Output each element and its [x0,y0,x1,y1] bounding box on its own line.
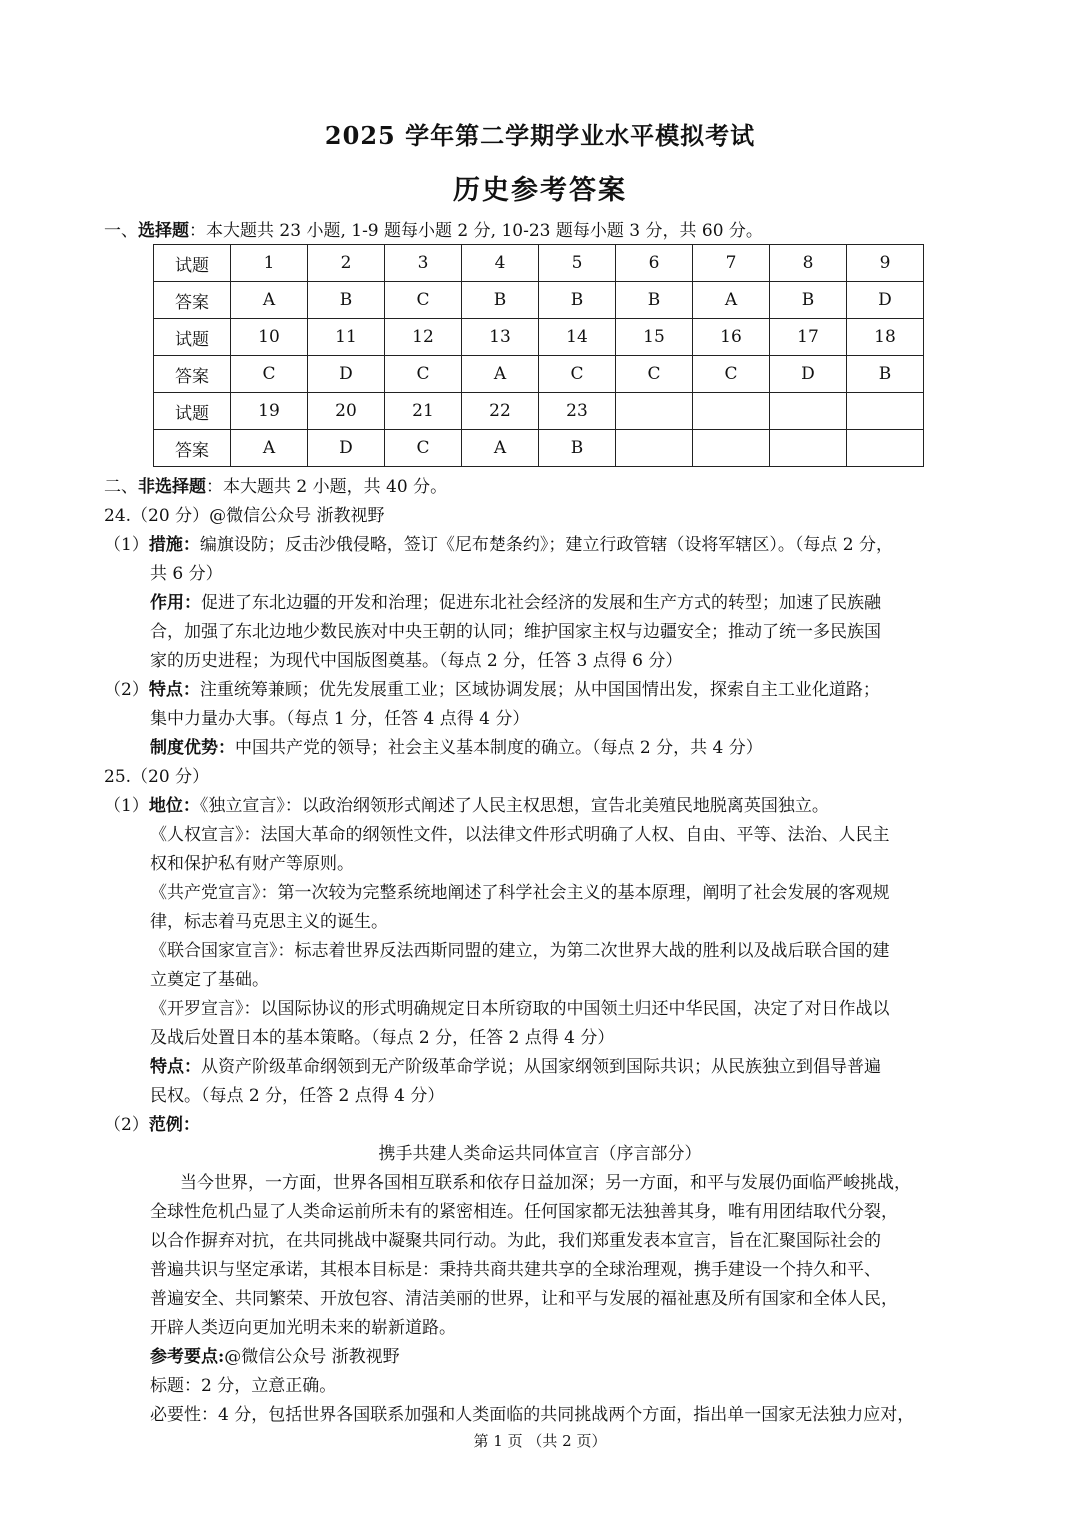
essay-line-2: 全球性危机凸显了人类命运前所未有的紧密相连。任何国家都无法独善其身，唯有用团结取代分裂， [150,1202,898,1222]
q24-part2-features [104,676,880,704]
table-cell: D [847,282,924,319]
table-cell: C [231,356,308,393]
q24-part2-num: （2） [104,680,149,700]
table-row-header: 答案 [154,356,231,393]
q25-part1-features [150,1053,881,1081]
table-cell: 12 [385,319,462,356]
table-cell: B [539,282,616,319]
table-row [154,282,924,319]
q25-features-bold: 特点： [150,1057,201,1077]
table-cell [616,393,693,430]
table-cell: C [385,356,462,393]
q24-effect-l2: 合，加强了东北边地少数民族对中央王朝的认同；维护国家主权与边疆安全；推动了统一多民族国 [150,622,881,642]
table-cell: A [462,430,539,467]
section1-bold: 选择题 [138,221,189,241]
table-cell [847,430,924,467]
table-cell: 11 [308,319,385,356]
q24-effect-l3: 家的历史进程；为现代中国版图奠基。（每点 2 分，任答 3 点得 6 分） [150,651,683,671]
essay-line-4: 普遍共识与坚定承诺，其根本目标是：秉持共商共建共享的全球治理观，携手建设一个持久和平、 [150,1260,881,1280]
section2-bold: 非选择题 [138,477,206,497]
reference-bold: 参考要点: [150,1347,225,1367]
table-cell [616,430,693,467]
table-row [154,356,924,393]
essay-line-6: 开辟人类迈向更加光明未来的崭新道路。 [150,1318,456,1338]
table-cell: 1 [231,245,308,282]
table-cell: A [231,282,308,319]
table-row-header: 试题 [154,319,231,356]
q24-effect-l1: 促进了东北边疆的开发和治理；促进东北社会经济的发展和生产方式的转型；加速了民族融 [201,593,881,613]
q24-advantage-text: 中国共产党的领导；社会主义基本制度的确立。（每点 2 分，共 4 分） [235,738,763,758]
section2-heading [104,473,447,501]
q24-part2-bold: 特点： [148,680,200,700]
essay-line-5: 普遍安全、共同繁荣、开放包容、清洁美丽的世界，让和平与发展的福祉惠及所有国家和全体人民， [150,1289,898,1309]
table-cell: 8 [770,245,847,282]
table-cell: B [462,282,539,319]
table-cell: B [308,282,385,319]
table-cell: C [539,356,616,393]
table-cell: D [770,356,847,393]
table-cell: 7 [693,245,770,282]
q24-part1-bold: 措施： [148,535,200,555]
table-cell: C [385,282,462,319]
table-cell: 6 [616,245,693,282]
table-cell: 2 [308,245,385,282]
table-cell: 9 [847,245,924,282]
section1-label: 一、 [104,221,138,241]
reference-line-2: 必要性：4 分，包括世界各国联系加强和人类面临的共同挑战两个方面，指出单一国家无法独力应对， [150,1405,915,1425]
table-cell: 18 [847,319,924,356]
section1-heading [104,217,763,245]
table-cell [847,393,924,430]
section2-text: ：本大题共 2 小题，共 40 分。 [206,477,448,497]
q25-part1-l9: 及战后处置日本的基本策略。（每点 2 分，任答 2 点得 4 分） [150,1028,615,1048]
page-title: 2025 学年第二学期学业水平模拟考试 [324,121,756,150]
q25-part1-l6: 《联合国家宣言》：标志着世界反法西斯同盟的建立，为第二次世界大战的胜利以及战后联合国的建 [150,941,890,961]
q25-features-l1: 从资产阶级革命纲领到无产阶级革命学说；从国家纲领到国际共识；从民族独立到倡导普遍 [201,1057,881,1077]
table-cell: 19 [231,393,308,430]
table-cell: C [693,356,770,393]
page-subtitle: 历史参考答案 [453,175,627,206]
q25-part2-num: （2） [104,1115,149,1135]
table-cell: C [385,430,462,467]
q24-part1-text: 编旗设防；反击沙俄侵略，签订《尼布楚条约》；建立行政管辖（设将军辖区）。（每点 2 分， [199,535,893,555]
q25-part1-num: （1） [104,796,149,816]
table-cell: 23 [539,393,616,430]
q24-advantage-bold: 制度优势： [150,738,235,758]
essay-line-3: 以合作摒弃对抗，在共同挑战中凝聚共同行动。为此，我们郑重发表本宣言，旨在汇聚国际社会的 [150,1231,881,1251]
answer-table [153,244,924,467]
table-cell: 3 [385,245,462,282]
table-cell: 13 [462,319,539,356]
q25-part1-l3: 权和保护私有财产等原则。 [150,854,354,874]
q25-part1-status [104,792,829,820]
table-cell [770,393,847,430]
table-cell: 15 [616,319,693,356]
q25-part1-l7: 立奠定了基础。 [150,970,269,990]
table-cell: A [231,430,308,467]
essay-title: 携手共建人类命运共同体宣言（序言部分） [378,1144,702,1164]
table-cell: 17 [770,319,847,356]
table-row-header: 试题 [154,393,231,430]
essay-line-1: 当今世界，一方面，世界各国相互联系和依存日益加深；另一方面，和平与发展仍面临严峻挑战， [180,1173,911,1193]
table-cell: D [308,430,385,467]
table-row [154,393,924,430]
q25-part2-example [104,1111,200,1139]
table-row [154,319,924,356]
table-cell [693,393,770,430]
q25-part1-l1: 《独立宣言》：以政治纲领形式阐述了人民主权思想，宣告北美殖民地脱离英国独立。 [199,796,829,816]
q24-heading: 24.（20 分）@微信公众号 浙教视野 [104,506,385,526]
table-cell: A [693,282,770,319]
q24-part1-num: （1） [104,535,149,555]
table-cell: C [616,356,693,393]
table-row-header: 答案 [154,430,231,467]
section2-label: 二、 [104,477,138,497]
reference-line-1: 标题：2 分，立意正确。 [150,1376,337,1396]
table-cell [770,430,847,467]
q24-part2-l1: 注重统筹兼顾；优先发展重工业；区域协调发展；从中国国情出发，探索自主工业化道路； [199,680,880,700]
reference-text: @微信公众号 浙教视野 [224,1347,400,1367]
table-cell: B [770,282,847,319]
reference-points [150,1343,400,1371]
table-row-header: 答案 [154,282,231,319]
table-cell: 14 [539,319,616,356]
q25-heading: 25.（20 分） [104,767,210,787]
q24-part1-measures [104,531,893,559]
q25-features-l2: 民权。（每点 2 分，任答 2 点得 4 分） [150,1086,445,1106]
q24-part2-l2: 集中力量办大事。（每点 1 分，任答 4 点得 4 分） [150,709,530,729]
q25-part1-l8: 《开罗宣言》：以国际协议的形式明确规定日本所窃取的中国领土归还中华民国，决定了对日作战以 [150,999,890,1019]
q25-part1-l2: 《人权宣言》：法国大革命的纲领性文件，以法律文件形式明确了人权、自由、平等、法治、人民主 [150,825,890,845]
table-cell: B [539,430,616,467]
table-cell: 22 [462,393,539,430]
section1-text: ：本大题共 23 小题, 1-9 题每小题 2 分, 10-23 题每小题 3 分，共 60 分。 [189,221,763,241]
table-row [154,245,924,282]
table-cell: 16 [693,319,770,356]
table-cell: D [308,356,385,393]
q24-part2-advantage [150,734,763,762]
q25-part1-bold: 地位： [148,796,200,816]
table-cell: A [462,356,539,393]
q25-part1-l4: 《共产党宣言》：第一次较为完整系统地阐述了科学社会主义的基本原理，阐明了社会发展的客观规 [150,883,890,903]
table-cell: 10 [231,319,308,356]
q24-effect-bold: 作用： [150,593,201,613]
table-cell: B [616,282,693,319]
page-footer: 第 1 页 （共 2 页） [473,1432,607,1450]
table-row-header: 试题 [154,245,231,282]
q24-part1-text2: 共 6 分） [150,564,223,584]
table-cell [693,430,770,467]
table-cell: 4 [462,245,539,282]
table-cell: 20 [308,393,385,430]
q25-part2-bold: 范例： [148,1115,200,1135]
q25-part1-l5: 律，标志着马克思主义的诞生。 [150,912,388,932]
table-row [154,430,924,467]
table-cell: 5 [539,245,616,282]
q24-part1-effect [150,589,881,617]
table-cell: 21 [385,393,462,430]
table-cell: B [847,356,924,393]
